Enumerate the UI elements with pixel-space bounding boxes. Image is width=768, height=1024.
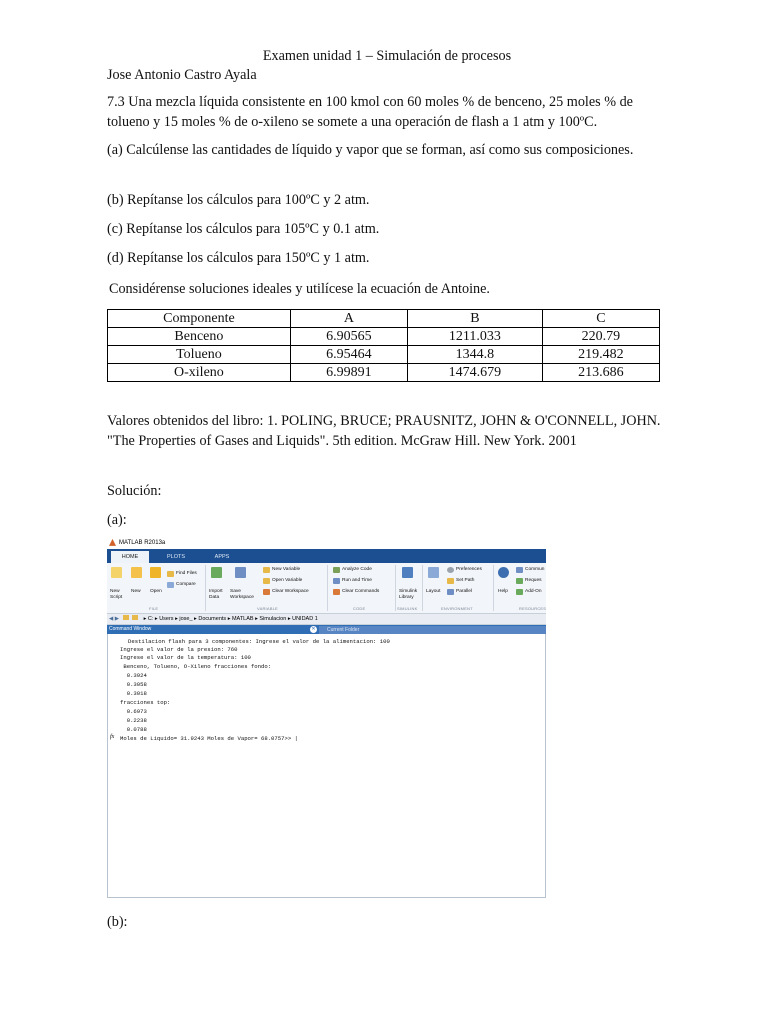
find-files-icon	[167, 571, 174, 577]
set-path-icon	[447, 578, 454, 584]
section-code: CODE	[353, 606, 366, 611]
command-window-title: Command Window	[109, 626, 152, 632]
table-cell: Tolueno	[108, 346, 291, 364]
community-icon	[516, 567, 523, 573]
table-cell: O-xileno	[108, 364, 291, 382]
console-line: Benceno, Tolueno, O-Xileno fracciones fondo:	[120, 663, 272, 670]
console-line: 0.3018	[120, 690, 147, 697]
run-and-time-icon	[333, 578, 340, 584]
ribbon-divider	[422, 565, 423, 611]
new-variable-icon	[263, 567, 270, 573]
import-data-icon[interactable]	[211, 567, 222, 578]
section-variable: VARIABLE	[257, 606, 278, 611]
forward-arrow-icon[interactable]: ▶	[114, 616, 119, 622]
preferences-button[interactable]: Preferences	[456, 567, 482, 572]
table-cell: 6.95464	[290, 346, 407, 364]
table-cell: 1211.033	[407, 328, 542, 346]
part-c-text: (c) Repítanse los cálculos para 105ºC y 0.1 atm.	[107, 221, 380, 237]
matlab-ribbon	[107, 563, 546, 614]
run-and-time-button[interactable]: Run and Time	[342, 578, 372, 583]
console-line: Ingrese el valor de la temperatura: 100	[120, 654, 251, 661]
compare-button[interactable]: Compare	[176, 582, 196, 587]
reference-citation: Valores obtenidos del libro: 1. POLING, BRUCE; PRAUSNITZ, JOHN & O'CONNELL, JOHN. "The Properties of Gases and Liquids". 5th edition. McGraw Hill. New York. 2001	[107, 413, 661, 449]
section-file: FILE	[149, 606, 159, 611]
console-line: 0.0788	[120, 726, 147, 733]
clear-commands-button[interactable]: Clear Commands	[342, 589, 380, 594]
compare-icon	[167, 582, 174, 588]
parallel-button[interactable]: Parallel	[456, 589, 472, 594]
help-button[interactable]: Help	[498, 589, 508, 594]
command-window[interactable]	[107, 634, 546, 898]
table-header-cell: A	[290, 310, 407, 328]
ribbon-divider	[205, 565, 206, 611]
clear-workspace-icon	[263, 589, 270, 595]
simulink-icon[interactable]	[402, 567, 413, 578]
import-data-button[interactable]: Import Data	[209, 589, 223, 600]
command-window-header	[107, 625, 546, 634]
new-script-icon[interactable]	[111, 567, 122, 578]
tab-apps[interactable]: APPS	[214, 554, 230, 560]
open-variable-icon	[263, 578, 270, 584]
ribbon-divider	[493, 565, 494, 611]
console-line: Destilacion flash para 3 componentes: Ingrese el valor de la alimentacion: 100	[128, 638, 390, 645]
tab-home[interactable]: HOME	[111, 551, 149, 563]
problem-statement: 7.3 Una mezcla líquida consistente en 100 kmol con 60 moles % de benceno, 25 moles % de tolueno y 15 moles % de o-xileno se somete a una operación de flash a 1 atm y 100ºC.	[107, 94, 633, 130]
author-name: Jose Antonio Castro Ayala	[107, 67, 257, 83]
console-line: fracciones top:	[120, 699, 171, 706]
table-header-cell: B	[407, 310, 542, 328]
matlab-tab-strip	[107, 549, 546, 563]
matlab-logo-icon	[109, 539, 116, 546]
console-prompt-line[interactable]: Moles de Liquido= 31.9243 Moles de Vapor= 68.0757>> |	[120, 735, 298, 742]
console-line: 0.3924	[120, 672, 147, 679]
community-button[interactable]: Commun	[525, 567, 545, 572]
table-cell: 1474.679	[407, 364, 542, 382]
table-header-cell: C	[542, 310, 659, 328]
address-bar[interactable]	[107, 614, 546, 625]
clear-workspace-button[interactable]: Clear Workspace	[272, 589, 309, 594]
table-cell: 6.99891	[290, 364, 407, 382]
find-files-button[interactable]: Find Files	[176, 571, 197, 576]
current-path: ▸ C: ▸ Users ▸ jose_ ▸ Documents ▸ MATLAB ▸ Simulacion ▸ UNIDAD 1	[143, 616, 318, 622]
matlab-title-bar	[107, 537, 546, 549]
open-variable-button[interactable]: Open Variable	[272, 578, 303, 583]
ribbon-divider	[327, 565, 328, 611]
table-cell: 220.79	[542, 328, 659, 346]
table-row	[108, 346, 660, 364]
add-ons-icon	[516, 589, 523, 595]
layout-button[interactable]: Layout	[426, 589, 441, 594]
document-title: Examen unidad 1 – Simulación de procesos	[262, 48, 512, 64]
table-header-cell: Componente	[108, 310, 291, 328]
new-variable-button[interactable]: New Variable	[272, 567, 301, 572]
new-button[interactable]: New	[131, 589, 141, 594]
section-simulink: SIMULINK	[397, 606, 418, 611]
table-header-row	[108, 310, 660, 328]
help-icon[interactable]	[498, 567, 509, 578]
table-row	[108, 364, 660, 382]
parallel-icon	[447, 589, 454, 595]
add-ons-button[interactable]: Add-On	[525, 589, 542, 594]
section-environment: ENVIRONMENT	[441, 606, 473, 611]
console-line: 0.2238	[120, 717, 147, 724]
simulink-library-button[interactable]: Simulink Library	[399, 589, 418, 600]
section-resources: RESOURCES	[519, 606, 546, 611]
preferences-icon	[447, 567, 454, 573]
request-support-button[interactable]: Reques	[525, 578, 542, 583]
new-icon[interactable]	[131, 567, 142, 578]
analyze-code-button[interactable]: Analyze Code	[342, 567, 372, 572]
part-a-label: (a):	[107, 512, 127, 528]
folder-up-icon[interactable]	[132, 615, 138, 620]
clear-commands-icon	[333, 589, 340, 595]
console-line: 0.6973	[120, 708, 147, 715]
part-b-label: (b):	[107, 914, 128, 930]
current-folder-tab[interactable]: Current Folder	[319, 626, 546, 634]
fx-prompt-icon: fx	[110, 734, 115, 740]
analyze-code-icon	[333, 567, 340, 573]
set-path-button[interactable]: Set Path	[456, 578, 475, 583]
tab-plots[interactable]: PLOTS	[166, 554, 186, 560]
table-cell: 1344.8	[407, 346, 542, 364]
new-script-button[interactable]: New Script	[110, 589, 123, 600]
part-a-text: (a) Calcúlense las cantidades de líquido y vapor que se forman, así como sus composiciones.	[107, 142, 634, 158]
open-icon[interactable]	[150, 567, 161, 578]
folder-icon	[123, 615, 129, 620]
part-d-text: (d) Repítanse los cálculos para 150ºC y 1 atm.	[107, 250, 370, 266]
table-cell: 6.90565	[290, 328, 407, 346]
table-cell: 213.686	[542, 364, 659, 382]
matlab-screenshot	[107, 537, 546, 898]
layout-icon[interactable]	[428, 567, 439, 578]
antoine-constants-table	[107, 309, 660, 382]
matlab-window-title: MATLAB R2013a	[119, 540, 166, 546]
open-button[interactable]: Open	[150, 589, 162, 594]
save-workspace-button[interactable]: Save Workspace	[230, 589, 254, 600]
part-b-text: (b) Repítanse los cálculos para 100ºC y 2 atm.	[107, 192, 370, 208]
save-workspace-icon[interactable]	[235, 567, 246, 578]
table-cell: Benceno	[108, 328, 291, 346]
solution-heading: Solución:	[107, 483, 162, 499]
back-arrow-icon[interactable]: ◀	[109, 616, 114, 622]
request-support-icon	[516, 578, 523, 584]
table-cell: 219.482	[542, 346, 659, 364]
table-row	[108, 328, 660, 346]
console-line: Ingrese el valor de la presion: 760	[120, 646, 238, 653]
close-icon[interactable]: ✕	[311, 626, 316, 632]
ribbon-divider	[395, 565, 396, 611]
antoine-note: Considérense soluciones ideales y utilícese la ecuación de Antoine.	[109, 281, 490, 297]
console-line: 0.3058	[120, 681, 147, 688]
